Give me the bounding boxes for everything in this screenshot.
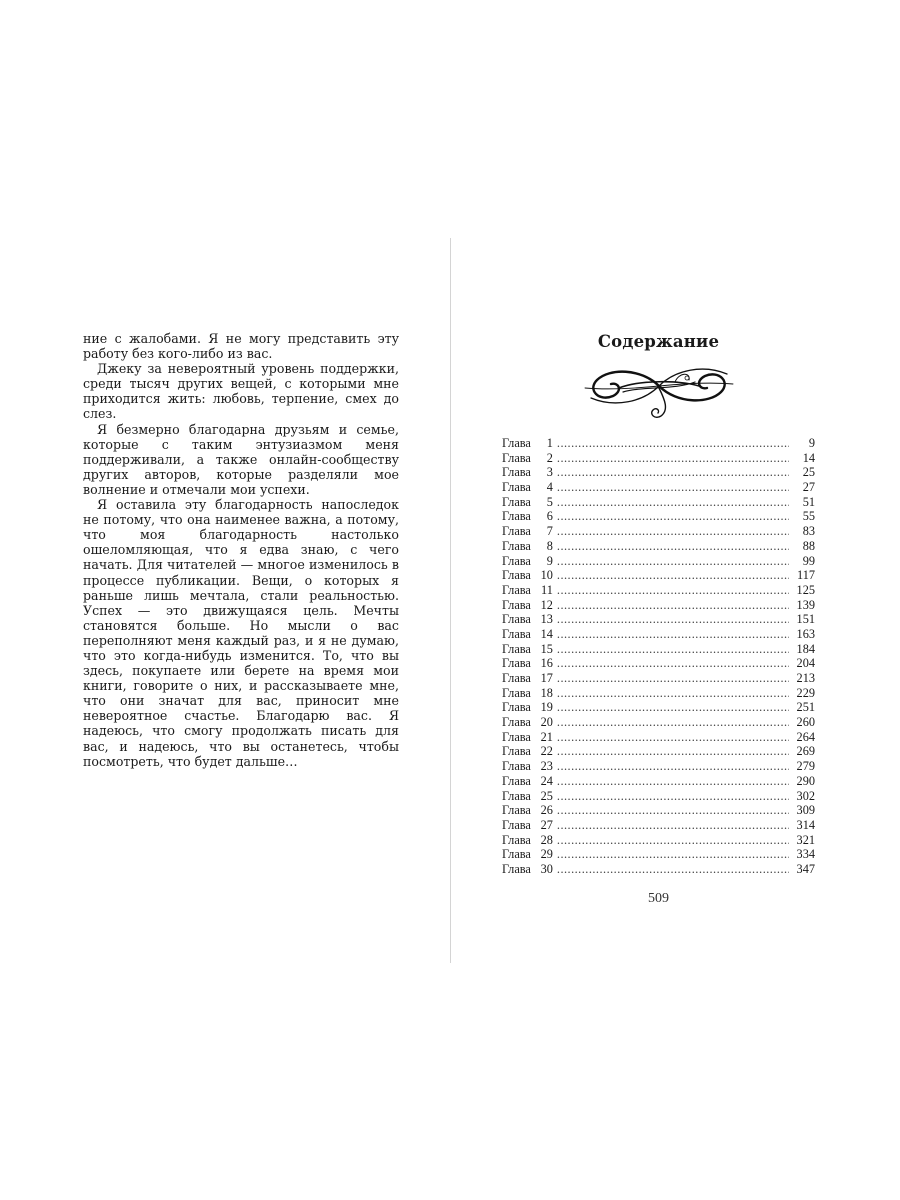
toc-entry <box>502 715 815 730</box>
toc-chapter-word: Глава <box>502 700 531 715</box>
toc-page-number: 139 <box>796 597 815 612</box>
toc-page-number: 309 <box>796 803 815 818</box>
toc-chapter-label <box>502 803 555 818</box>
toc-chapter-number: 27 <box>540 817 553 832</box>
toc-page-number: 334 <box>796 847 815 862</box>
toc-page-number: 269 <box>796 744 815 759</box>
toc-entry <box>502 495 815 510</box>
toc-leader-dots <box>557 789 789 804</box>
flourish-ornament-icon <box>502 360 815 430</box>
toc-chapter-label <box>502 598 555 613</box>
toc-chapter-number: 7 <box>546 524 553 539</box>
toc-page-number: 99 <box>802 553 815 568</box>
toc-chapter-number: 24 <box>540 773 553 788</box>
toc-chapter-number: 2 <box>546 450 553 465</box>
toc-entry <box>502 642 815 657</box>
toc-entry <box>502 436 815 451</box>
toc-chapter-number: 25 <box>540 788 553 803</box>
toc-entry <box>502 465 815 480</box>
toc-chapter-label <box>502 671 555 686</box>
toc-chapter-word: Глава <box>502 597 531 612</box>
toc-chapter-word: Глава <box>502 685 531 700</box>
toc-chapter-label <box>502 480 555 495</box>
toc-page-number: 27 <box>802 480 815 495</box>
toc-chapter-label <box>502 436 555 451</box>
toc-entry <box>502 759 815 774</box>
toc-chapter-word: Глава <box>502 671 531 685</box>
toc-leader-dots <box>557 833 789 848</box>
toc-chapter-number: 15 <box>540 641 553 656</box>
toc-chapter-word: Глава <box>502 656 531 671</box>
paragraph: Я оставила эту благодарность напоследок не потому, что она наименее важна, а потому, что моя благодарность настолько ошеломляющая, что я едва знаю, с чего начать. Для читателей — многое изменилось в процессе публикации. Вещи, о которых я раньше лишь мечтала, стали реальностью. Успех — это движущаяся цель. Мечты становятся больше. Но мысли о вас переполняют меня каждый раз, и я не думаю, что это когда-нибудь изменится. То, что вы здесь, покупаете или берете на время мои книги, говорите о них, и рассказываете мне, что они значат для вас, приносит мне невероятное счастье. Благодарю вас. Я надеюсь, что смогу продолжать писать для вас, и надеюсь, что вы останетесь, чтобы посмотреть, что будет дальше… <box>83 497 399 769</box>
toc-entry <box>502 656 815 671</box>
toc-chapter-label <box>502 818 555 833</box>
toc-chapter-word: Глава <box>502 612 531 627</box>
toc-entry <box>502 554 815 569</box>
toc-leader-dots <box>557 759 789 774</box>
toc-entry <box>502 583 815 598</box>
toc-leader-dots <box>557 509 789 524</box>
toc-chapter-number: 12 <box>540 597 553 612</box>
toc-chapter-label <box>502 730 555 745</box>
toc-chapter-word: Глава <box>502 847 531 862</box>
toc-leader-dots <box>557 465 789 480</box>
left-page-text <box>83 331 399 769</box>
toc-chapter-number: 23 <box>540 759 553 774</box>
toc-page-number: 213 <box>796 671 815 685</box>
toc-leader-dots <box>557 554 789 569</box>
toc-chapter-label <box>502 789 555 804</box>
toc-page-number: 347 <box>796 861 815 876</box>
toc-page-number: 264 <box>796 729 815 744</box>
toc-chapter-label <box>502 524 555 539</box>
toc-chapter-label <box>502 539 555 554</box>
toc-chapter-word: Глава <box>502 480 531 495</box>
toc-chapter-label <box>502 686 555 701</box>
toc-leader-dots <box>557 715 789 730</box>
toc-chapter-label <box>502 612 555 627</box>
toc-leader-dots <box>557 862 789 877</box>
toc-entry <box>502 480 815 495</box>
toc-chapter-number: 11 <box>541 582 553 597</box>
toc-page-number: 229 <box>796 685 815 700</box>
toc-chapter-label <box>502 509 555 524</box>
toc-page-number: 279 <box>796 759 815 774</box>
toc-chapter-number: 20 <box>540 715 553 730</box>
toc-page-number: 125 <box>796 582 815 597</box>
toc-leader-dots <box>557 568 789 583</box>
toc-chapter-word: Глава <box>502 817 531 832</box>
toc-chapter-word: Глава <box>502 553 531 568</box>
toc-chapter-number: 22 <box>540 744 553 759</box>
toc-chapter-label <box>502 715 555 730</box>
toc-chapter-number: 14 <box>540 626 553 641</box>
toc-chapter-number: 21 <box>540 729 553 744</box>
toc-entry <box>502 686 815 701</box>
toc-chapter-word: Глава <box>502 729 531 744</box>
toc-page-number: 151 <box>796 612 815 627</box>
toc-list <box>502 436 815 877</box>
toc-chapter-word: Глава <box>502 832 531 847</box>
toc-chapter-label <box>502 465 555 480</box>
toc-leader-dots <box>557 480 789 495</box>
toc-title: Содержание <box>597 332 720 351</box>
toc-chapter-word: Глава <box>502 715 531 730</box>
toc-chapter-label <box>502 583 555 598</box>
toc-leader-dots <box>557 642 789 657</box>
toc-leader-dots <box>557 436 789 451</box>
toc-chapter-word: Глава <box>502 626 531 641</box>
toc-leader-dots <box>557 744 789 759</box>
toc-leader-dots <box>557 803 789 818</box>
toc-chapter-label <box>502 847 555 862</box>
toc-chapter-number: 9 <box>546 553 553 568</box>
toc-chapter-word: Глава <box>502 641 531 656</box>
toc-leader-dots <box>557 612 789 627</box>
toc-leader-dots <box>557 495 789 510</box>
toc-page-number: 204 <box>796 656 815 671</box>
toc-page-number: 88 <box>802 538 815 553</box>
toc-chapter-label <box>502 656 555 671</box>
toc-chapter-number: 18 <box>540 685 553 700</box>
toc-entry <box>502 818 815 833</box>
toc-entry <box>502 612 815 627</box>
toc-entry <box>502 627 815 642</box>
toc-chapter-number: 30 <box>540 861 553 876</box>
toc-chapter-number: 13 <box>540 612 553 627</box>
toc-page-number: 251 <box>796 700 815 715</box>
toc-chapter-label <box>502 495 555 510</box>
toc-leader-dots <box>557 627 789 642</box>
toc-leader-dots <box>557 451 789 466</box>
toc-chapter-word: Глава <box>502 465 531 480</box>
toc-entry <box>502 700 815 715</box>
toc-chapter-label <box>502 759 555 774</box>
toc-page-number: 290 <box>796 773 815 788</box>
toc-page-number: 314 <box>796 817 815 832</box>
toc-entry <box>502 847 815 862</box>
toc-page-number: 51 <box>802 494 815 509</box>
toc-chapter-label <box>502 451 555 466</box>
toc-leader-dots <box>557 671 789 686</box>
toc-leader-dots <box>557 524 789 539</box>
toc-chapter-number: 8 <box>546 538 553 553</box>
toc-entry <box>502 862 815 877</box>
toc-entry <box>502 598 815 613</box>
toc-entry <box>502 744 815 759</box>
toc-chapter-word: Глава <box>502 582 531 597</box>
toc-chapter-word: Глава <box>502 494 531 509</box>
toc-chapter-word: Глава <box>502 788 531 803</box>
toc-chapter-label <box>502 554 555 569</box>
toc-entry <box>502 803 815 818</box>
toc-leader-dots <box>557 656 789 671</box>
toc-leader-dots <box>557 818 789 833</box>
table-of-contents-page <box>502 330 815 877</box>
toc-entry <box>502 509 815 524</box>
toc-chapter-word: Глава <box>502 450 531 465</box>
toc-chapter-number: 26 <box>540 803 553 818</box>
page-gutter-divider <box>450 238 451 963</box>
toc-entry <box>502 539 815 554</box>
toc-chapter-word: Глава <box>502 861 531 876</box>
toc-leader-dots <box>557 539 789 554</box>
toc-page-number: 260 <box>796 715 815 730</box>
toc-page-number: 83 <box>802 524 815 539</box>
toc-chapter-label <box>502 700 555 715</box>
paragraph: Я безмерно благодарна друзьям и семье, которые с таким энтузиазмом меня поддерживали, а также онлайн-сообществу других авторов, которые разделяли мое волнение и отмечали мои успехи. <box>83 421 399 497</box>
toc-page-number: 163 <box>796 626 815 641</box>
toc-entry <box>502 774 815 789</box>
toc-chapter-label <box>502 833 555 848</box>
toc-leader-dots <box>557 583 789 598</box>
toc-chapter-label <box>502 774 555 789</box>
page-number: 509 <box>648 891 669 906</box>
toc-page-number: 184 <box>796 641 815 656</box>
toc-page-number: 302 <box>796 788 815 803</box>
toc-chapter-label <box>502 568 555 583</box>
toc-leader-dots <box>557 730 789 745</box>
toc-chapter-word: Глава <box>502 538 531 553</box>
toc-chapter-word: Глава <box>502 803 531 818</box>
toc-page-number: 9 <box>808 436 815 450</box>
toc-chapter-word: Глава <box>502 744 531 759</box>
toc-page-number: 14 <box>802 450 815 465</box>
toc-chapter-word: Глава <box>502 773 531 788</box>
toc-chapter-label <box>502 744 555 759</box>
toc-chapter-word: Глава <box>502 436 531 450</box>
toc-leader-dots <box>557 598 789 613</box>
toc-entry <box>502 789 815 804</box>
toc-chapter-number: 3 <box>546 465 553 480</box>
toc-page-number: 321 <box>796 832 815 847</box>
toc-chapter-number: 29 <box>540 847 553 862</box>
toc-entry <box>502 451 815 466</box>
toc-leader-dots <box>557 847 789 862</box>
toc-chapter-word: Глава <box>502 759 531 774</box>
toc-page-number: 25 <box>802 465 815 480</box>
toc-chapter-word: Глава <box>502 509 531 524</box>
toc-chapter-label <box>502 642 555 657</box>
paragraph: Джеку за невероятный уровень поддержки, среди тысяч других вещей, с которыми мне приходится жить: любовь, терпение, смех до слез. <box>83 361 399 422</box>
toc-page-number: 55 <box>802 509 815 524</box>
toc-entry <box>502 671 815 686</box>
toc-leader-dots <box>557 700 789 715</box>
toc-chapter-number: 17 <box>540 671 553 685</box>
toc-entry <box>502 833 815 848</box>
toc-entry <box>502 568 815 583</box>
toc-chapter-label <box>502 627 555 642</box>
toc-chapter-number: 19 <box>540 700 553 715</box>
toc-chapter-number: 6 <box>546 509 553 524</box>
toc-leader-dots <box>557 686 789 701</box>
toc-chapter-number: 16 <box>540 656 553 671</box>
toc-chapter-number: 5 <box>546 494 553 509</box>
toc-entry <box>502 524 815 539</box>
toc-chapter-number: 4 <box>546 480 553 495</box>
paragraph: ние с жалобами. Я не могу представить эту работу без кого-либо из вас. <box>83 331 399 362</box>
toc-chapter-word: Глава <box>502 524 531 539</box>
toc-chapter-number: 10 <box>540 568 553 583</box>
toc-page-number: 117 <box>797 568 815 583</box>
toc-chapter-word: Глава <box>502 568 531 583</box>
toc-chapter-number: 1 <box>546 436 553 450</box>
toc-entry <box>502 730 815 745</box>
toc-chapter-label <box>502 862 555 877</box>
toc-leader-dots <box>557 774 789 789</box>
toc-chapter-number: 28 <box>540 832 553 847</box>
